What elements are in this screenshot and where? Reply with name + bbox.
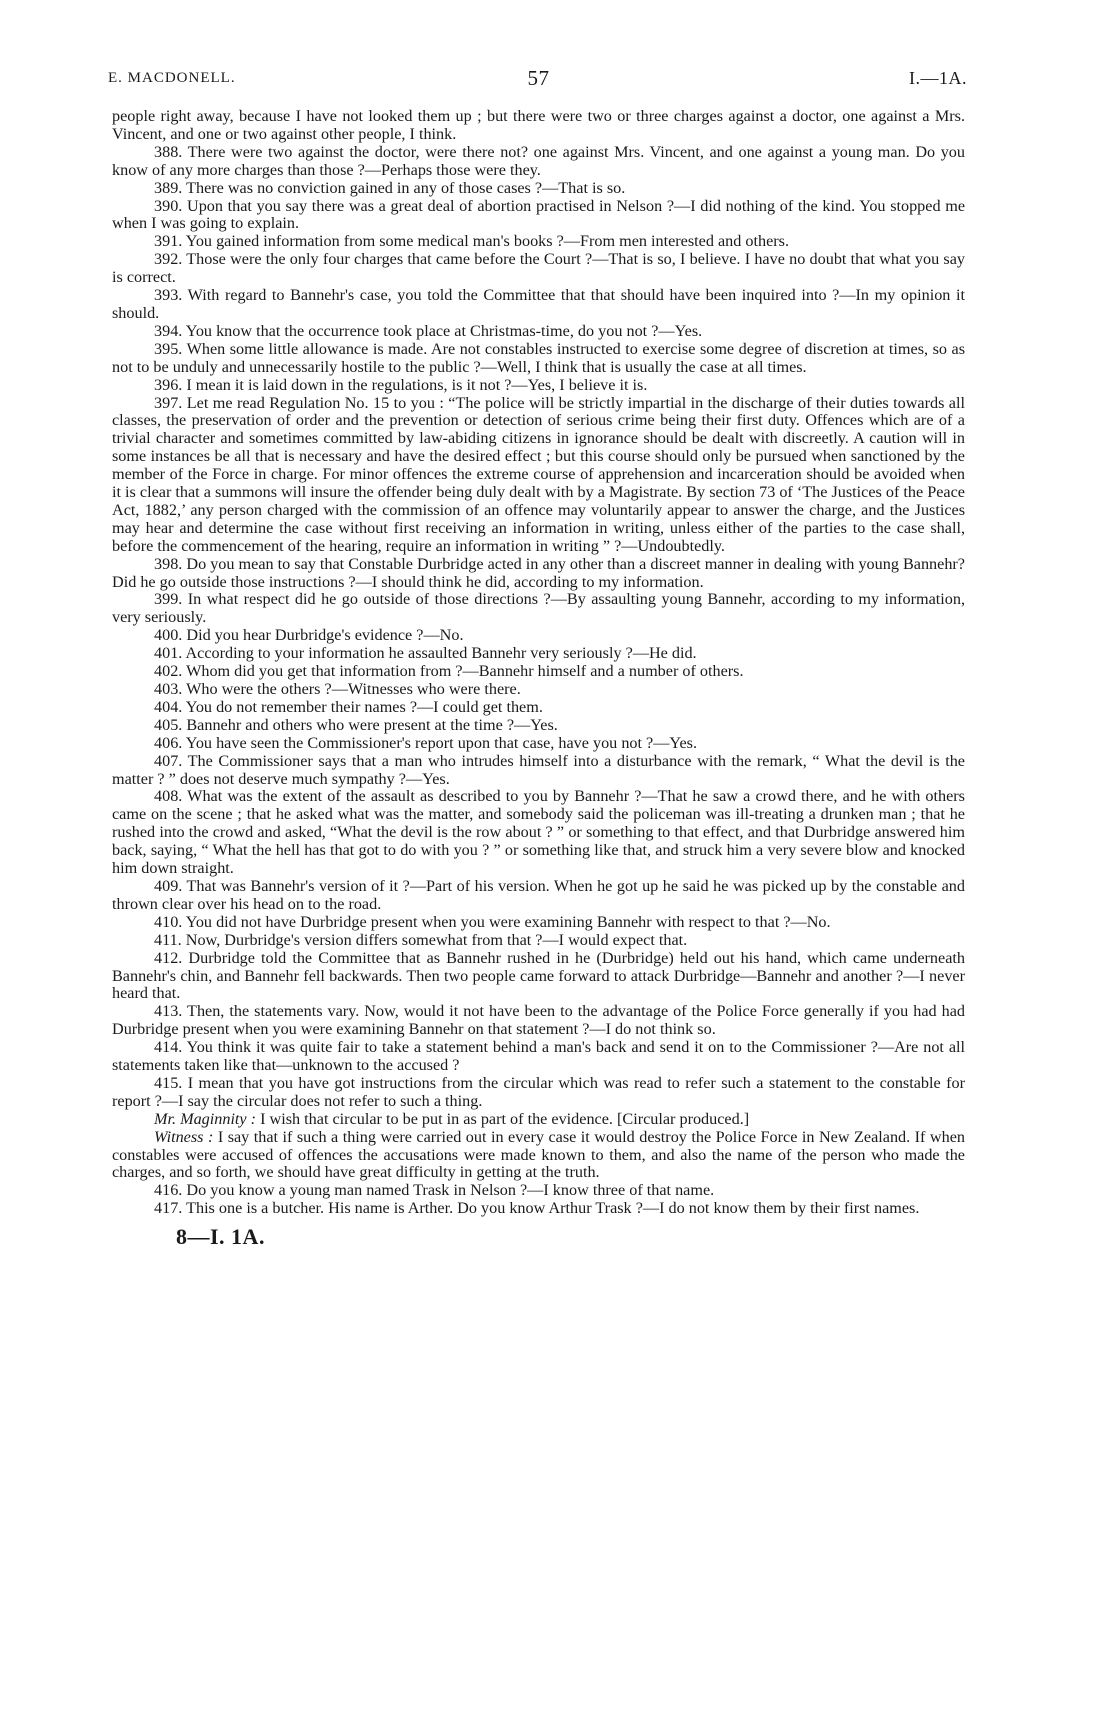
question-answer-paragraph bbox=[112, 878, 965, 914]
question-answer-paragraph bbox=[112, 717, 965, 735]
question-answer-paragraph bbox=[112, 1075, 965, 1111]
paragraph-text: 394. You know that the occurrence took place at Christmas-time, do you not ?—Yes. bbox=[154, 321, 703, 340]
paragraph-text: 408. What was the extent of the assault as described to you by Bannehr ?—That he saw a crowd there, and he with others came on the scene ; that he asked what was the matter, and somebody said the policeman was ill-treating a drunken man ; that he rushed into the crowd and asked, “What the devil is the row about ? ” or something to that effect, and that Durbridge answered him back, saying, “ What the hell has that got to do with you ? ” or something like that, and struck him a very severe blow and knocked him down straight. bbox=[112, 787, 965, 878]
question-answer-paragraph bbox=[112, 144, 965, 180]
paragraph-text: 388. There were two against the doctor, were there not? one against Mrs. Vincent, and one against a young man. Do you know of any more charges than those ?—Perhaps those were they. bbox=[112, 142, 965, 179]
paragraph-text: 413. Then, the statements vary. Now, would it not have been to the advantage of the Police Force generally if you had had Durbridge present when you were examining Bannehr on that statement ?—I do not think so. bbox=[112, 1002, 965, 1039]
question-answer-paragraph bbox=[112, 233, 965, 251]
paragraph-text: 409. That was Bannehr's version of it ?—Part of his version. When he got up he said he was picked up by the constable and thrown clear over his head on to the road. bbox=[112, 876, 965, 913]
paragraph-text: 404. You do not remember their names ?—I could get them. bbox=[154, 697, 543, 716]
question-answer-paragraph bbox=[112, 556, 965, 592]
question-answer-paragraph bbox=[112, 627, 965, 645]
speaker-name: Mr. Maginnity : bbox=[154, 1109, 257, 1128]
question-answer-paragraph bbox=[112, 645, 965, 663]
question-answer-paragraph bbox=[112, 1182, 965, 1200]
question-answer-paragraph bbox=[112, 735, 965, 753]
paragraph-text: 393. With regard to Bannehr's case, you told the Committee that that should have been inquired into ?—In my opinion it should. bbox=[112, 286, 965, 322]
paragraph-text: I say that if such a thing were carried out in every case it would destroy the Police Force in New Zealand. If when constables were accused of offences the accusations were made known to them, and also the name of the person who made the charges, and so forth, we should have great difficulty in getting at the truth. bbox=[112, 1127, 965, 1182]
question-answer-paragraph bbox=[112, 377, 965, 395]
question-answer-paragraph bbox=[112, 914, 965, 932]
question-answer-paragraph bbox=[112, 932, 965, 950]
paragraph-text: 405. Bannehr and others who were present at the time ?—Yes. bbox=[154, 715, 558, 734]
question-answer-paragraph bbox=[112, 1200, 965, 1218]
question-answer-paragraph bbox=[112, 788, 965, 878]
question-answer-paragraph bbox=[112, 341, 965, 377]
question-answer-paragraph bbox=[112, 663, 965, 681]
document-page bbox=[108, 62, 967, 1250]
header-paper-reference: I.—1A. bbox=[909, 68, 967, 88]
paragraph-text: 396. I mean it is laid down in the regulations, is it not ?—Yes, I believe it is. bbox=[154, 375, 648, 394]
header-witness-name: E. MACDONELL. bbox=[108, 70, 236, 86]
question-answer-paragraph bbox=[112, 323, 965, 341]
page-number: 57 bbox=[527, 66, 550, 90]
paragraph-text: 411. Now, Durbridge's version differs somewhat from that ?—I would expect that. bbox=[154, 930, 688, 949]
page-header bbox=[108, 62, 967, 108]
paragraph-text: 412. Durbridge told the Committee that as Bannehr rushed in he (Durbridge) held out his hand, which came underneath Bannehr's chin, and Bannehr fell backwards. Then two people came forward to attack Durbridge—Bannehr and another ?—I never heard that. bbox=[112, 948, 965, 1003]
paragraph-text: 407. The Commissioner says that a man who intrudes himself into a disturbance with the remark, “ What the devil is the matter ? ” does not deserve much sympathy ?—Yes. bbox=[112, 751, 965, 788]
paragraph-text: 415. I mean that you have got instructions from the circular which was read to refer such a statement to the constable for report ?—I say the circular does not refer to such a thing. bbox=[112, 1073, 965, 1110]
paragraph-text: 417. This one is a butcher. His name is Arther. Do you know Arthur Trask ?—I do not know them by their first names. bbox=[154, 1199, 920, 1218]
paragraph-text: 403. Who were the others ?—Witnesses who were there. bbox=[154, 680, 521, 698]
continuation-paragraph bbox=[112, 108, 965, 144]
question-answer-paragraph bbox=[112, 180, 965, 198]
paragraph-text: 390. Upon that you say there was a great deal of abortion practised in Nelson ?—I did nothing of the kind. You stopped me when I was going to explain. bbox=[112, 196, 965, 233]
paragraph-text: 416. Do you know a young man named Trask in Nelson ?—I know three of that name. bbox=[154, 1181, 715, 1200]
question-answer-paragraph bbox=[112, 395, 965, 556]
question-answer-paragraph bbox=[112, 287, 965, 323]
paragraph-text: 410. You did not have Durbridge present when you were examining Bannehr with respect to that ?—No. bbox=[154, 912, 831, 931]
paragraph-text: 399. In what respect did he go outside of those directions ?—By assaulting young Bannehr, according to my information, very seriously. bbox=[112, 590, 965, 627]
question-answer-paragraph bbox=[112, 1003, 965, 1039]
question-answer-paragraph bbox=[112, 699, 965, 717]
paragraph-text: 392. Those were the only four charges that came before the Court ?—That is so, I believe. I have no doubt that what you say is correct. bbox=[112, 250, 965, 287]
paragraph-text: 389. There was no conviction gained in any of those cases ?—That is so. bbox=[154, 178, 626, 197]
paragraph-text: 401. According to your information he assaulted Bannehr very seriously ?—He did. bbox=[154, 644, 697, 663]
speaker-paragraph bbox=[112, 1111, 965, 1129]
paragraph-text: 395. When some little allowance is made. Are not constables instructed to exercise some degree of discretion at times, so as not to be unduly and unnecessarily hostile to the public ?—Well, I think that is usually the case at all times. bbox=[112, 339, 965, 376]
question-answer-paragraph bbox=[112, 681, 965, 699]
question-answer-paragraph bbox=[112, 251, 965, 287]
paragraph-text: 391. You gained information from some medical man's books ?—From men interested and others. bbox=[154, 232, 790, 251]
paragraph-text: 397. Let me read Regulation No. 15 to you : “The police will be strictly impartial in the discharge of their duties towards all classes, the preservation of order and the prevention or detection of serious crime being their first duty. Offences which are of a trivial character and sometimes committed by law-abiding citizens in ignorance should be dealt with discreetly. A caution will in some instances be all that is necessary and have the desired effect ; but this course should only be pursued when sanctioned by the member of the Force in charge. For minor offences the extreme course of apprehension and incarceration should be avoided when it is clear that a summons will insure the offender being duly dealt with by a Magistrate. By section 73 of ‘The Justices of the Peace Act, 1882,’ any person charged with the commission of an offence may voluntarily appear to answer the charge, and the Justices may hear and determine the case without first receiving an information in writing, unless either of the parties to the case shall, before the commencement of the hearing, require an information in writing ” ?—Undoubtedly. bbox=[112, 393, 965, 555]
paragraph-text: 402. Whom did you get that information from ?—Bannehr himself and a number of others. bbox=[154, 662, 744, 681]
question-answer-paragraph bbox=[112, 591, 965, 627]
evidence-body bbox=[112, 108, 965, 1218]
paragraph-text: 400. Did you hear Durbridge's evidence ?—No. bbox=[154, 626, 464, 645]
speaker-name: Witness : bbox=[154, 1127, 214, 1146]
question-answer-paragraph bbox=[112, 950, 965, 1004]
signature-mark: 8—I. 1A. bbox=[176, 1224, 265, 1250]
paragraph-text: people right away, because I have not looked them up ; but there were two or three charges against a doctor, one against a Mrs. Vincent, and one or two against other people, I think. bbox=[112, 107, 965, 143]
question-answer-paragraph bbox=[112, 753, 965, 789]
paragraph-text: 414. You think it was quite fair to take a statement behind a man's back and send it on to the Commissioner ?—Are not all statements taken like that—unknown to the accused ? bbox=[112, 1038, 965, 1075]
paragraph-text: I wish that circular to be put in as part of the evidence. [Circular produced.] bbox=[256, 1109, 750, 1128]
speaker-paragraph bbox=[112, 1129, 965, 1183]
paragraph-text: 398. Do you mean to say that Constable Durbridge acted in any other than a discreet manner in dealing with young Bannehr? Did he go outside those instructions ?—I should think he did, according to my information. bbox=[112, 554, 965, 591]
paragraph-text: 406. You have seen the Commissioner's report upon that case, have you not ?—Yes. bbox=[154, 733, 698, 752]
question-answer-paragraph bbox=[112, 198, 965, 234]
question-answer-paragraph bbox=[112, 1039, 965, 1075]
